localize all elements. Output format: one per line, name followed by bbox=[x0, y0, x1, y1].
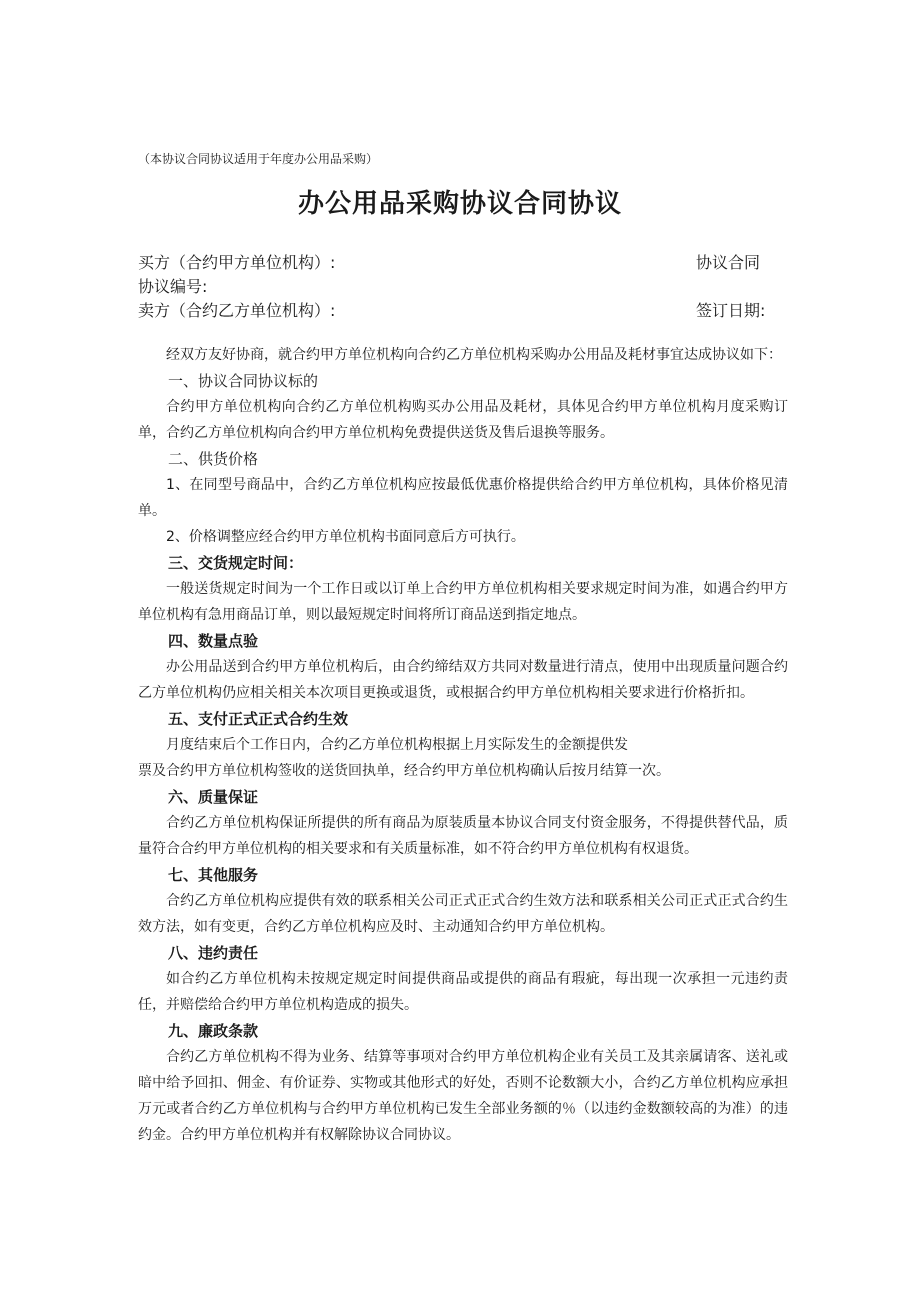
section-paragraph: 一般送货规定时间为一个工作日或以订单上合约甲方单位机构相关要求规定时间为准，如遇合约甲方单位机构有急用商品订单，则以最短规定时间将所订商品送到指定地点。 bbox=[138, 581, 788, 623]
section-paragraph: 如合约乙方单位机构未按规定规定时间提供商品或提供的商品有瑕疵，每出现一次承担一元违约责任，并赔偿给合约甲方单位机构造成的损失。 bbox=[138, 971, 788, 1013]
section-paragraph: 合约乙方单位机构应提供有效的联系相关公司正式正式合约生效方法和联系相关公司正式正式合约生效方法，如有变更，合约乙方单位机构应及时、主动通知合约甲方单位机构。 bbox=[138, 893, 788, 935]
section-heading: 八、违约责任 bbox=[168, 944, 259, 962]
section-paragraph: 票及合约甲方单位机构签收的送货回执单，经合约甲方单位机构确认后按月结算一次。 bbox=[138, 763, 670, 779]
section-heading: 一、协议合同协议标的 bbox=[168, 372, 319, 390]
section-paragraph: 1、在同型号商品中，合约乙方单位机构应按最低优惠价格提供给合约甲方单位机构，具体价格见清单。 bbox=[138, 477, 788, 519]
section-paragraph: 办公用品送到合约甲方单位机构后，由合约缔结双方共同对数量进行清点，使用中出现质量问题合约乙方单位机构仍应相关相关本次项目更换或退货，或根据合约甲方单位机构相关要求进行价格折扣。 bbox=[138, 659, 788, 701]
signing-date-label: 签订日期: bbox=[696, 301, 766, 320]
intro-paragraph: 经双方友好协商，就合约甲方单位机构向合约乙方单位机构采购办公用品及耗材事宜达成协议如下： bbox=[166, 347, 782, 363]
seller-label: 卖方（合约乙方单位机构）: bbox=[138, 301, 336, 320]
section-heading: 二、供货价格 bbox=[168, 450, 259, 468]
buyer-label: 买方（合约甲方单位机构）: bbox=[138, 253, 336, 272]
contract-label: 协议合同 bbox=[696, 253, 761, 272]
section-heading: 七、其他服务 bbox=[168, 866, 259, 884]
section-paragraph: 2、价格调整应经合约甲方单位机构书面同意后方可执行。 bbox=[166, 529, 525, 545]
section-paragraph: 合约甲方单位机构向合约乙方单位机构购买办公用品及耗材，具体见合约甲方单位机构月度采购订单，合约乙方单位机构向合约甲方单位机构免费提供送货及售后退换等服务。 bbox=[138, 399, 788, 441]
section-heading: 三、交货规定时间： bbox=[168, 554, 304, 572]
section-paragraph: 合约乙方单位机构保证所提供的所有商品为原装质量本协议合同支付资金服务，不得提供替代品，质量符合合约甲方单位机构的相关要求和有关质量标准，如不符合约甲方单位机构有权退货。 bbox=[138, 815, 788, 857]
section-heading: 九、廉政条款 bbox=[168, 1022, 259, 1040]
page-title: 办公用品采购协议合同协议 bbox=[297, 189, 622, 219]
applicability-note: （本协议合同协议适用于年度办公用品采购） bbox=[138, 152, 379, 166]
contract-number-label: 协议编号: bbox=[138, 277, 208, 296]
section-paragraph: 月度结束后个工作日内，合约乙方单位机构根据上月实际发生的金额提供发 bbox=[166, 737, 628, 753]
section-heading: 四、数量点验 bbox=[168, 632, 259, 650]
contract-body bbox=[138, 342, 788, 1148]
section-heading: 六、质量保证 bbox=[168, 788, 259, 806]
section-paragraph: 合约乙方单位机构不得为业务、结算等事项对合约甲方单位机构企业有关员工及其亲属请客、送礼或暗中给予回扣、佣金、有价证券、实物或其他形式的好处，否则不论数额大小，合约乙方单位机构应承担万元或者合约乙方单位机构与合约甲方单位机构已发生全部业务额的％（以违约金数额较高的为准）的违约金。合约甲方单位机构并有权解除协议合同协议。 bbox=[138, 1049, 788, 1143]
section-heading: 五、支付正式正式合约生效 bbox=[168, 710, 349, 728]
